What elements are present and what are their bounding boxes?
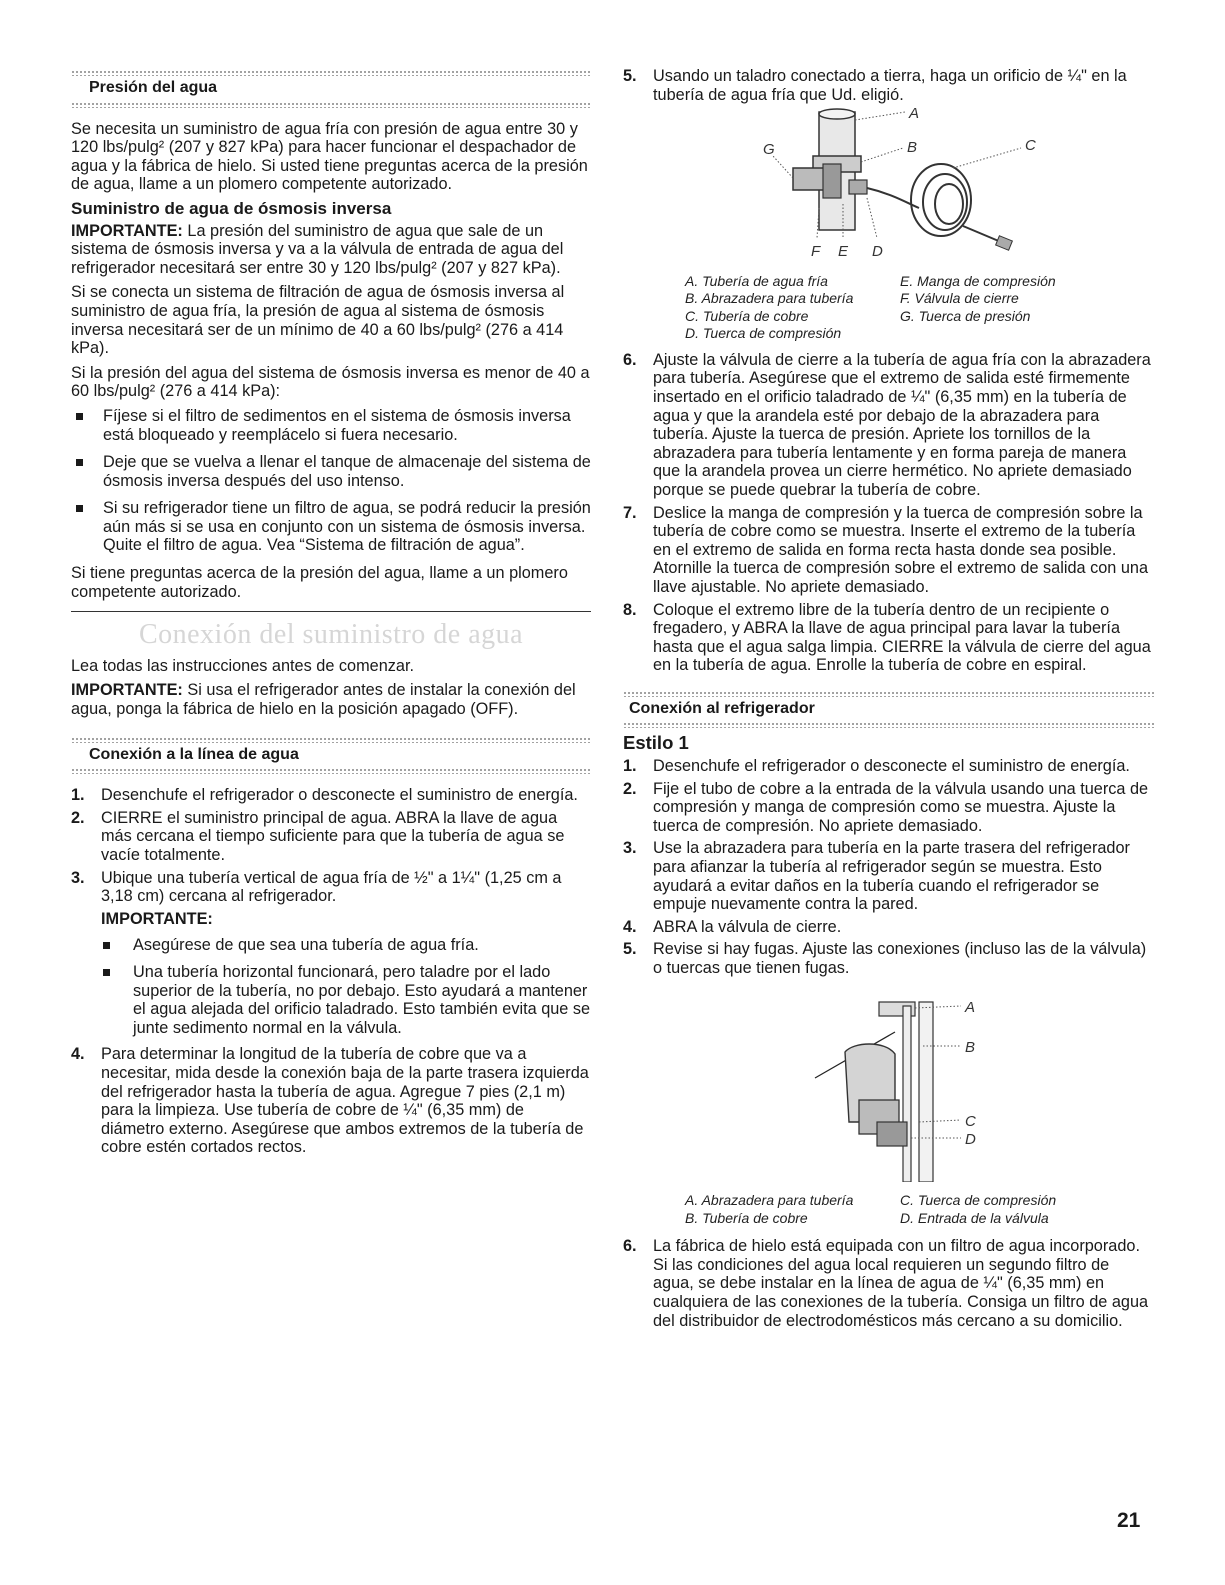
step-item: 8. Coloque el extremo libre de la tubería dentro de un recipiente o fregadero, y ABRA la llave de agua principal para lavar la tubería hasta que el agua salga limpia. CIERRE la válvula de cierre del agua en la tubería de agua. Enrolle la tubería de cobre en espiral. — [623, 600, 1151, 675]
list-item: Deje que se vuelva a llenar el tanque de almacenaje del sistema de ósmosis inversa después del uso intenso. — [71, 453, 591, 490]
paragraph-osmosis-2: Si se conecta un sistema de filtración de agua de ósmosis inversa al suministro de agua fría, la presión de agua al sistema de ósmosis inversa necesitará ser de un mínimo de 40 a 60 lbs/pulg² (276 a 414 kPa). — [71, 283, 565, 358]
section-rule — [623, 691, 1154, 697]
list-item: Una tubería horizontal funcionará, pero taladre por el lado superior de la tubería, no por debajo. Esto ayudará a mantener el agua alejada del orificio taladrado. Esto también evita que se junte sedimento normal en la válvula. — [71, 963, 591, 1037]
label-A: A — [965, 998, 976, 1016]
step-item: 6. La fábrica de hielo está equipada con un filtro de agua incorporado. Si las condiciones del agua local requieren un segundo filtro de agua, se debe instalar en la línea de agua de ¼" (6,35 mm) en cualquiera de las conexiones de la tubería. Consiga un filtro de agua del distribuidor de electrodomésticos más cercano a su domicilio. — [623, 1237, 1149, 1330]
paragraph-osmosis-3: Si la presión del agua del sistema de ósmosis inversa es menor de 40 a 60 lbs/pulg² (276 a 414 kPa): — [71, 363, 590, 401]
section-divider — [71, 611, 591, 612]
list-item: Si su refrigerador tiene un filtro de agua, se podrá reducir la presión aún más si se usa en conjunto con un sistema de ósmosis inversa. Quite el filtro de agua. Vea “Sistema de filtración de agua”. — [71, 499, 591, 555]
important-text: La presión del suministro de agua que sale de un sistema de ósmosis inversa y va a la válvula de entrada de agua del refrigerador necesitará ser entre 30 y 120 lbs/pulg² (207 y 827 kPa). — [71, 221, 564, 277]
step-item: 2. CIERRE el suministro principal de agua. ABRA la llave de agua más cercana el tiempo suficiente para que la tubería de agua se vacíe totalmente. — [71, 808, 565, 864]
list-item: Fíjese si el filtro de sedimentos en el sistema de ósmosis inversa está bloqueado y reemplácelo si fuera necesario. — [71, 407, 591, 444]
label-C: C — [1025, 137, 1036, 155]
inlet-valve-diagram — [623, 982, 1154, 1182]
label-D: D — [965, 1130, 976, 1148]
step-item: 4. ABRA la válvula de cierre. — [623, 917, 842, 936]
label-D: D — [872, 243, 883, 261]
label-B: B — [965, 1038, 976, 1056]
paragraph-osmosis-4: Si tiene preguntas acerca de la presión del agua, llame a un plomero competente autorizado. — [71, 564, 568, 601]
label-C: C — [965, 1112, 976, 1130]
step-item: 1. Desenchufe el refrigerador o desconecte el suministro de energía. — [623, 757, 1130, 776]
copper-tube — [903, 1006, 911, 1182]
heading-presion-agua: Presión del agua — [89, 79, 218, 96]
paragraph-presion: Se necesita un suministro de agua fría con presión de agua entre 30 y 120 lbs/pulg² (207 y 827 kPa) para hacer funcionar el despachador de agua y la fábrica de hielo. Si usted tiene preguntas acerca de la presión de agua, llame a un plomero competente autorizado. — [71, 119, 588, 194]
heading-linea-agua: Conexión a la línea de agua — [89, 745, 299, 763]
label-B: B — [907, 139, 918, 157]
important-label: IMPORTANTE: — [101, 909, 213, 928]
figure-legend: A. Tubería de agua fría E. Manga de compresión B. Abrazadera para tubería F. Válvula de cierre C. Tubería de cobre G. Tuerca de presión D. Tuerca de compresión — [685, 272, 1056, 342]
step-item: 4. Para determinar la longitud de la tubería de cobre que va a necesitar, mida desde la conexión baja de la parte trasera izquierda del refrigerador hasta la tubería de agua. Agregue 7 pies (2,1 m) para la limpieza. Use tubería de cobre de ¼" (6,35 mm) de diámetro externo. Asegúrese que ambos extremos de la tubería de cobre estén cortados rectos. — [71, 1045, 589, 1157]
paragraph-osmosis-important — [71, 222, 591, 278]
step-item: 1. Desenchufe el refrigerador o desconecte el suministro de energía. — [71, 786, 578, 805]
section-rule — [71, 102, 591, 108]
section-rule — [71, 737, 591, 743]
shutoff-valve-diagram — [623, 108, 1154, 268]
page-number: 21 — [1117, 1509, 1141, 1532]
section-rule — [71, 70, 591, 76]
step-item: 7. Deslice la manga de compresión y la tuerca de compresión sobre la tubería de cobre como se muestra. Inserte el extremo de la tubería en el extremo de salida en forma recta hasta donde sea posible. Atornille la tuerca de compresión sobre el extremo de salida con una llave ajustable. No apriete demasiado. — [623, 503, 1149, 596]
paragraph-lea: Lea todas las instrucciones antes de comenzar. — [71, 656, 415, 675]
step-item: 5. Revise si hay fugas. Ajuste las conexiones (incluso las de la válvula) o tuercas que tienen fugas. — [623, 940, 1147, 977]
step-item: 3. Ubique una tubería vertical de agua fría de ½" a 1¼" (1,25 cm a 3,18 cm) cercana al refrigerador. — [71, 868, 562, 906]
right-column — [623, 0, 1154, 1334]
step-item: 5. Usando un taladro conectado a tierra, haga un orificio de ¼" en la tubería de agua fría que Ud. eligió. — [623, 67, 1127, 104]
step-item: 2. Fije el tubo de cobre a la entrada de la válvula usando una tuerca de compresión y manga de compresión como se muestra. Ajuste la tuerca de compresión. No apriete demasiado. — [623, 779, 1149, 835]
important-label: IMPORTANTE: — [71, 221, 183, 240]
label-G: G — [763, 141, 775, 159]
section-rule — [623, 722, 1154, 728]
heading-conexion-refrigerador: Conexión al refrigerador — [629, 699, 815, 717]
step-item: 6. Ajuste la válvula de cierre a la tubería de agua fría con la abrazadera para tubería. Asegúrese que el extremo de salida esté firmemente insertado en el orificio taladrado de ¼" (6,35 mm) en la tubería de agua y que la arandela esté por debajo de la abrazadera para tubería. Ajuste la tuerca de presión. Apriete los tornillos de la abrazadera para tubería lentamente y en forma pareja de manera que la arandela provea un cierre hermético. No apriete demasiado porque se puede quebrar la tubería de cobre. — [623, 350, 1151, 499]
label-A: A — [909, 108, 920, 123]
left-column — [71, 0, 591, 1161]
heading-osmosis: Suministro de agua de ósmosis inversa — [71, 198, 392, 218]
label-F: F — [811, 243, 821, 261]
copper-tubing-coil — [867, 164, 1001, 242]
figure-legend: A. Abrazadera para tubería C. Tuerca de compresión B. Tubería de cobre D. Entrada de la válvula — [685, 1192, 1057, 1226]
paragraph-important-off: IMPORTANTE: Si usa el refrigerador antes de instalar la conexión del agua, ponga la fábrica de hielo en la posición apagado (OFF). — [71, 681, 576, 719]
section-title: Conexión del suministro de agua — [138, 619, 524, 651]
step-item: 3. Use la abrazadera para tubería en la parte trasera del refrigerador para afianzar la tubería al refrigerador según se muestra. Esto ayudará a evitar daños en la tubería cuando el refrigerador se empuje nuevamente contra la pared. — [623, 839, 1130, 914]
section-rule — [71, 768, 591, 774]
label-E: E — [838, 243, 849, 261]
heading-estilo-1: Estilo 1 — [623, 732, 689, 754]
list-item: Asegúrese de que sea una tubería de agua fría. — [71, 936, 591, 955]
